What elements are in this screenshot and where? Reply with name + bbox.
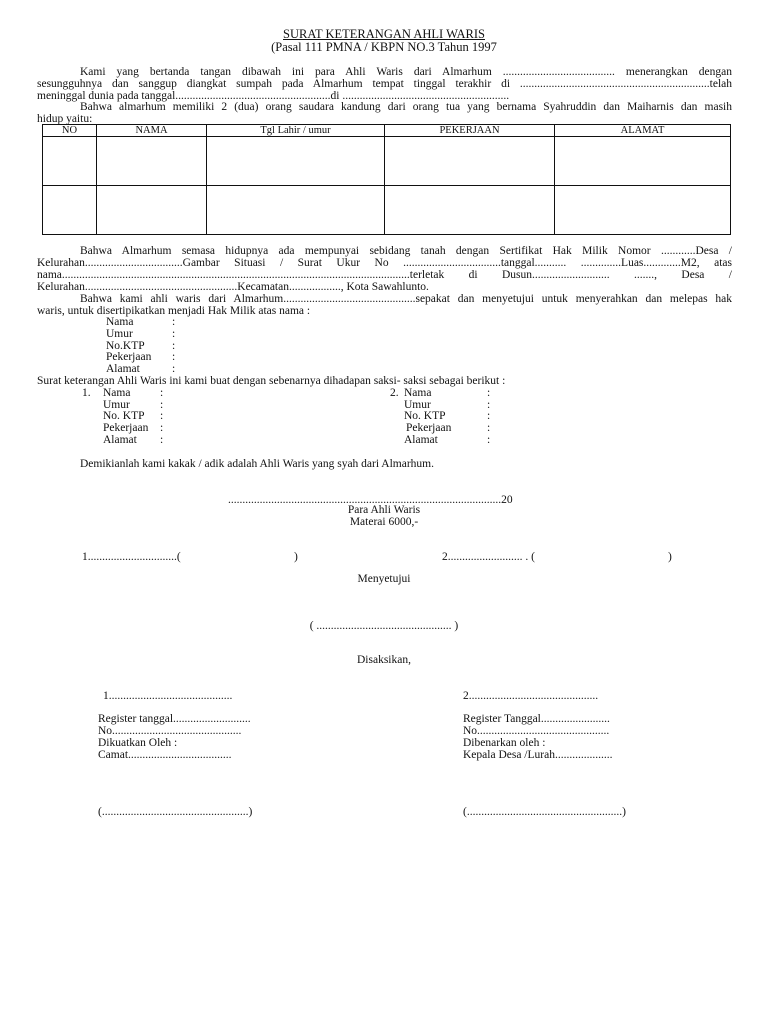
stamp-label: Materai 6000,- (349, 516, 419, 528)
table-cell[interactable] (43, 186, 97, 235)
colon: : (160, 387, 164, 399)
colon: : (160, 422, 164, 434)
witness-1-number: 1. (82, 387, 91, 399)
col-pekerjaan: PEKERJAAN (385, 125, 555, 137)
official-2-title: Kepala Desa /Lurah.................... (463, 749, 613, 761)
table-cell[interactable] (555, 186, 731, 235)
official-1-name-line[interactable]: (...................................................) (98, 806, 253, 818)
siblings-line-2: hidup yaitu: (37, 113, 93, 125)
table-header-row (43, 125, 731, 137)
recipient-ktp-label: No.KTP (106, 340, 145, 352)
official-1-number: No............................................. (98, 725, 242, 737)
witness-2-name-label: Nama (404, 387, 432, 399)
siblings-line-1: Bahwa almarhum memiliki 2 (dua) orang saudara kandung dari orang tua yang bernama Syahruddin dan Maiharnis dan masih (80, 101, 732, 113)
official-2-verified: Dibenarkan oleh : (463, 737, 546, 749)
land-line-3: nama.........................................................................................................................terletak di Dusun........................... ......., Desa / (37, 269, 732, 281)
witness-1-address-label: Alamat (103, 434, 137, 446)
colon: : (487, 434, 491, 446)
agree-line-1: Bahwa kami ahli waris dari Almarhum..............................................sepakat dan menyetujui untuk menyerahkan dan melepas hak (80, 293, 732, 305)
recipient-age-label: Umur (106, 328, 133, 340)
witness-1-ktp-label: No. KTP (103, 410, 145, 422)
witness-1-job-label: Pekerjaan (103, 422, 149, 434)
witness-2-age-label: Umur (404, 399, 431, 411)
intro-line-2: sesungguhnya dan sanggup diangkat sumpah pada Almarhum tempat tinggal terakhir di ..................................................................telah (37, 78, 732, 90)
table-cell[interactable] (207, 186, 385, 235)
heir-1-close-paren: ) (294, 551, 298, 563)
heir-2-close-paren: ) (668, 551, 672, 563)
approve-label: Menyetujui (357, 573, 411, 585)
witness-1-name-label: Nama (103, 387, 131, 399)
heir-2-signature-line[interactable]: 2.......................... . ( (442, 551, 535, 563)
colon: : (487, 422, 491, 434)
land-line-2: Kelurahan..................................Gambar Situasi / Surat Ukur No ..................................tanggal........... ..............Luas.............M2, atas (37, 257, 732, 269)
table-cell[interactable] (97, 137, 207, 186)
recipient-address-label: Alamat (106, 363, 140, 375)
land-line-4: Kelurahan.....................................................Kecamatan.................., Kota Sawahlunto. (37, 281, 429, 293)
table-cell[interactable] (207, 137, 385, 186)
colon: : (160, 399, 164, 411)
official-1-signature-line[interactable]: 1........................................... (103, 690, 233, 702)
colon: : (160, 434, 164, 446)
document-subtitle: (Pasal 111 PMNA / KBPN NO.3 Tahun 1997 (271, 40, 497, 54)
witness-2-number: 2. (390, 387, 399, 399)
official-2-register: Register Tanggal........................ (463, 713, 610, 725)
colon: : (487, 387, 491, 399)
official-1-verified: Dikuatkan Oleh : (98, 737, 178, 749)
approve-signature-line[interactable]: ( ............................................... ) (309, 620, 459, 632)
colon: : (172, 363, 176, 375)
col-alamat: ALAMAT (555, 125, 731, 137)
official-1-title: Camat.................................... (98, 749, 232, 761)
heirs-table (42, 124, 731, 235)
official-2-name-line[interactable]: (......................................................) (463, 806, 626, 818)
table-row (43, 137, 731, 186)
witness-1-age-label: Umur (103, 399, 130, 411)
official-1-register: Register tanggal........................... (98, 713, 251, 725)
witness-2-ktp-label: No. KTP (404, 410, 446, 422)
land-line-1: Bahwa Almarhum semasa hidupnya ada mempunyai sebidang tanah dengan Sertifikat Hak Milik Nomor ............Desa / (80, 245, 732, 257)
colon: : (172, 351, 176, 363)
colon: : (487, 399, 491, 411)
agree-line-2: waris, untuk disertipikatkan menjadi Hak Milik atas nama : (37, 305, 311, 317)
colon: : (172, 340, 176, 352)
intro-line-1: Kami yang bertanda tangan dibawah ini para Ahli Waris dari Almarhum ....................................... menerangkan dengan (80, 66, 732, 78)
colon: : (172, 316, 176, 328)
witness-2-address-label: Alamat (404, 434, 438, 446)
witness-2-job-label: Pekerjaan (406, 422, 452, 434)
table-cell[interactable] (43, 137, 97, 186)
col-tgl-lahir: Tgl Lahir / umur (207, 125, 385, 137)
intro-line-3: meninggal dunia pada tanggal......................................................di .......................................................... (37, 90, 510, 102)
heirs-label: Para Ahli Waris (347, 504, 421, 516)
witness-intro: Surat keterangan Ahli Waris ini kami buat dengan sebenarnya dihadapan saksi- saksi sebagai berikut : (37, 375, 506, 387)
table-cell[interactable] (385, 186, 555, 235)
col-nama: NAMA (97, 125, 207, 137)
colon: : (487, 410, 491, 422)
official-2-number: No.............................................. (463, 725, 610, 737)
witnessed-label: Disaksikan, (357, 654, 411, 666)
recipient-name-label: Nama (106, 316, 134, 328)
date-line[interactable]: ...............................................................................................20 (228, 494, 513, 506)
colon: : (160, 410, 164, 422)
table-cell[interactable] (555, 137, 731, 186)
closing-statement: Demikianlah kami kakak / adik adalah Ahli Waris yang syah dari Almarhum. (80, 458, 434, 470)
col-no: NO (43, 125, 97, 137)
recipient-job-label: Pekerjaan (106, 351, 152, 363)
heir-1-signature-line[interactable]: 1...............................( (82, 551, 181, 563)
colon: : (172, 328, 176, 340)
document-title: SURAT KETERANGAN AHLI WARIS (283, 27, 485, 41)
table-cell[interactable] (385, 137, 555, 186)
official-2-signature-line[interactable]: 2............................................. (463, 690, 599, 702)
table-row (43, 186, 731, 235)
table-cell[interactable] (97, 186, 207, 235)
